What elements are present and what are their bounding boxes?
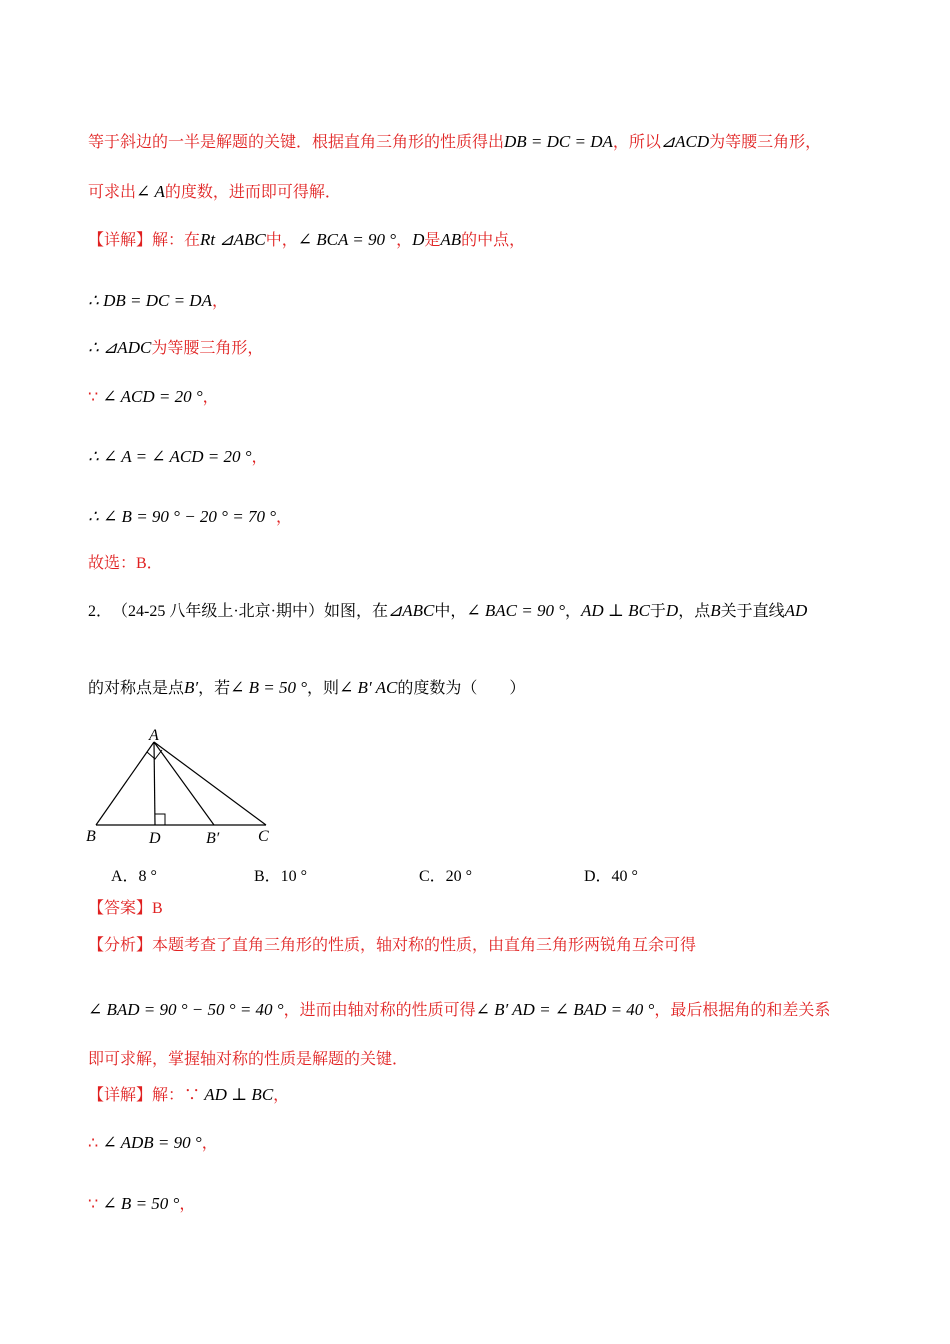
because-symbol: ∵ xyxy=(88,1196,99,1213)
text: ， xyxy=(211,293,228,310)
option-c[interactable]: C．20 ° xyxy=(419,868,473,885)
text: 的对称点是点 xyxy=(88,680,185,697)
math: AD ⊥ BC xyxy=(581,601,650,620)
text: 的中点， xyxy=(461,232,526,249)
math: B xyxy=(710,601,721,620)
text: 中， xyxy=(265,232,298,249)
label-b-prime: B′ xyxy=(206,830,220,847)
text: ，最后根据角的和差关系 xyxy=(654,1002,831,1019)
math: D xyxy=(665,601,679,620)
text: ，若 xyxy=(198,680,231,697)
therefore-symbol: ∴ xyxy=(88,1135,99,1152)
text: 中， xyxy=(434,603,467,620)
option-b[interactable]: B．10 ° xyxy=(254,868,308,885)
analysis-line-2 xyxy=(88,999,830,1022)
text: ，所以 xyxy=(612,134,661,151)
math: ∠ B′ AC xyxy=(339,678,398,697)
math: B′ xyxy=(184,678,199,697)
text: ，进而由轴对称的性质可得 xyxy=(283,1002,476,1019)
text: ， xyxy=(251,449,268,466)
sol1-line-2 xyxy=(88,181,341,204)
because-symbol: ∵ xyxy=(88,389,99,406)
math: ∴ ∠ B = 90 ° − 20 ° = 70 ° xyxy=(88,507,277,526)
triangle-figure xyxy=(80,722,280,852)
text: 【详解】解：在 xyxy=(88,232,201,249)
text: 为等腰三角形， xyxy=(709,134,822,151)
text: ， xyxy=(273,1087,290,1104)
text: 的度数，进而即可得解． xyxy=(164,184,341,201)
detail-line-2 xyxy=(88,1132,218,1155)
text: ， xyxy=(396,232,413,249)
label-d: D xyxy=(149,830,161,847)
math: ∠ B = 50 ° xyxy=(98,1194,180,1213)
math: D xyxy=(412,230,425,249)
text: （24-25 八年级上·北京·期中）如图，在 xyxy=(120,603,389,620)
segment-ad xyxy=(154,742,155,825)
math: ∠ BAC = 90 ° xyxy=(466,601,566,620)
label-c: C xyxy=(258,828,269,845)
text: 于 xyxy=(649,603,666,620)
math: AD xyxy=(784,601,808,620)
text: 【详解】解： xyxy=(88,1087,185,1104)
label-a: A xyxy=(149,727,159,744)
sol1-line-6 xyxy=(88,386,219,409)
text: 为等腰三角形， xyxy=(151,340,264,357)
text: 关于直线 xyxy=(720,603,785,620)
math: AD ⊥ BC xyxy=(200,1085,274,1104)
text: ， xyxy=(179,1196,196,1213)
option-a[interactable]: A．8 ° xyxy=(111,868,157,885)
analysis-line-3: 即可求解，掌握轴对称的性质是解题的关键． xyxy=(88,1051,409,1068)
math: ∠ B = 50 ° xyxy=(230,678,308,697)
analysis-line-1: 【分析】本题考查了直角三角形的性质，轴对称的性质，由直角三角形两锐角互余可得 xyxy=(88,937,697,954)
sol1-line-4 xyxy=(88,290,228,313)
text: ， xyxy=(201,1135,218,1152)
answer-line: 【答案】B xyxy=(88,900,163,917)
math: ∴ ⊿ADC xyxy=(88,338,152,357)
sol1-line-9: 故选：B． xyxy=(88,555,163,572)
text: 等于斜边的一半是解题的关键．根据直角三角形的性质得出 xyxy=(88,134,505,151)
option-d[interactable]: D．40 ° xyxy=(584,868,638,885)
sol1-line-8 xyxy=(88,506,292,529)
math: DB = DC = DA xyxy=(504,132,613,151)
text: ， xyxy=(565,603,582,620)
segment-ab xyxy=(96,742,154,825)
q2-line-1 xyxy=(88,600,807,623)
label-b: B xyxy=(86,828,96,845)
segment-abp xyxy=(154,742,214,825)
math: ⊿ACD xyxy=(660,132,710,151)
text: ， xyxy=(202,389,219,406)
text: ，点 xyxy=(678,603,711,620)
text: 的度数为（ ） xyxy=(397,680,526,697)
math: ∠ ADB = 90 ° xyxy=(98,1133,202,1152)
math: ⊿ABC xyxy=(388,601,435,620)
text: 可求出 xyxy=(88,184,137,201)
math: ∠ A xyxy=(136,182,165,201)
sol1-line-1 xyxy=(88,131,821,154)
math: ∴ DB = DC = DA xyxy=(88,291,212,310)
question-number: 2． xyxy=(88,603,113,620)
detail-line-3 xyxy=(88,1193,195,1216)
math: Rt ⊿ABC xyxy=(200,230,266,249)
math: ∠ BCA = 90 ° xyxy=(297,230,397,249)
math: AB xyxy=(440,230,462,249)
because-symbol: ∵ xyxy=(184,1087,201,1104)
text: ，则 xyxy=(307,680,340,697)
segment-ac xyxy=(154,742,266,825)
detail-line-1 xyxy=(88,1084,289,1107)
math: ∠ B′ AD = ∠ BAD = 40 ° xyxy=(475,1000,655,1019)
right-angle-mark-d xyxy=(155,814,165,825)
sol1-line-3 xyxy=(88,229,525,252)
text: 是 xyxy=(424,232,441,249)
math: ∴ ∠ A = ∠ ACD = 20 ° xyxy=(88,447,252,466)
q2-line-2 xyxy=(88,677,525,700)
sol1-line-7 xyxy=(88,446,268,469)
math: ∠ BAD = 90 ° − 50 ° = 40 ° xyxy=(88,1000,284,1019)
text: ， xyxy=(276,509,293,526)
sol1-line-5 xyxy=(88,337,263,360)
math: ∠ ACD = 20 ° xyxy=(98,387,203,406)
